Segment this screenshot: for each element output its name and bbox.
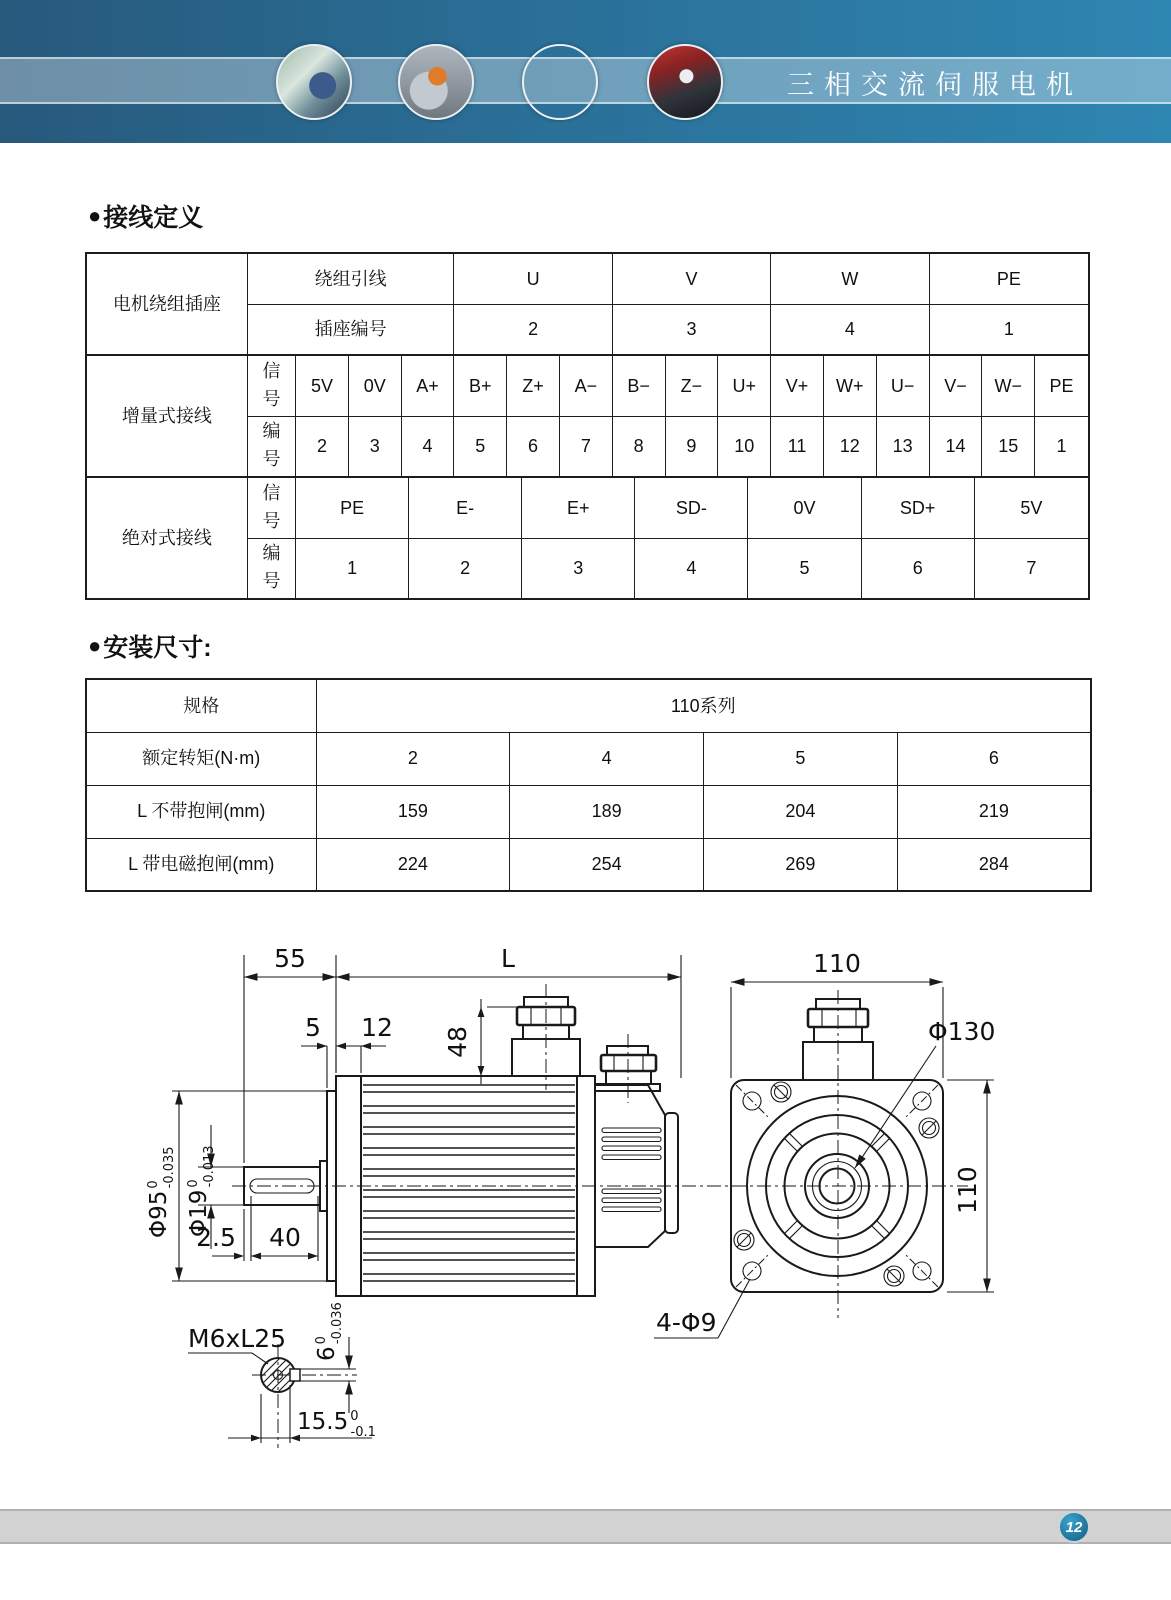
abs-num: 5 bbox=[748, 538, 861, 599]
page-header bbox=[0, 0, 1171, 143]
abs-num: 6 bbox=[861, 538, 974, 599]
length-value: 219 bbox=[897, 785, 1091, 838]
footer-bar bbox=[0, 1509, 1171, 1544]
inc-num: 1 bbox=[1035, 416, 1089, 477]
abs-signal: SD- bbox=[635, 477, 748, 538]
inc-signal: W+ bbox=[823, 355, 876, 416]
dim-L: L bbox=[501, 944, 515, 973]
inc-signal: U− bbox=[876, 355, 929, 416]
inc-num: 4 bbox=[401, 416, 454, 477]
plug-num: 4 bbox=[771, 304, 929, 355]
plug-lead: PE bbox=[929, 253, 1089, 304]
inc-signal: B− bbox=[612, 355, 665, 416]
key-width: $6^0-0.036$ bbox=[314, 1302, 345, 1361]
section-title-mounting-text: 安装尺寸: bbox=[103, 634, 212, 662]
row-label-incremental: 增量式接线 bbox=[86, 355, 247, 477]
length-value: 204 bbox=[704, 785, 898, 838]
dia-95: $\Phi 95^0-0.035$ bbox=[146, 1146, 177, 1238]
inc-signal: PE bbox=[1035, 355, 1089, 416]
abs-num: 1 bbox=[296, 538, 409, 599]
inc-signal: 0V bbox=[348, 355, 401, 416]
header-photo-workshop bbox=[276, 44, 352, 120]
plug-num: 3 bbox=[612, 304, 770, 355]
row-label-length-nobrake: L 不带抱闸(mm) bbox=[86, 785, 316, 838]
encoder-connector-side bbox=[595, 1034, 660, 1103]
inc-num: 5 bbox=[454, 416, 507, 477]
dim-55: 55 bbox=[274, 944, 306, 973]
length-value: 224 bbox=[316, 838, 510, 891]
inc-num: 8 bbox=[612, 416, 665, 477]
plug-lead: W bbox=[771, 253, 929, 304]
length-value: 284 bbox=[897, 838, 1091, 891]
length-value: 189 bbox=[510, 785, 704, 838]
torque-value: 5 bbox=[704, 732, 898, 785]
row-label-length-brake: L 带电磁抱闸(mm) bbox=[86, 838, 316, 891]
abs-signal: 5V bbox=[974, 477, 1089, 538]
torque-value: 2 bbox=[316, 732, 510, 785]
row-label-absolute: 绝对式接线 bbox=[86, 477, 247, 599]
plug-num: 1 bbox=[929, 304, 1089, 355]
inc-num: 13 bbox=[876, 416, 929, 477]
plug-num-label: 插座编号 bbox=[247, 304, 454, 355]
abs-num: 3 bbox=[522, 538, 635, 599]
inc-signal: Z+ bbox=[507, 355, 560, 416]
series-header: 110系列 bbox=[316, 679, 1091, 732]
inc-num: 9 bbox=[665, 416, 718, 477]
front-view-dimensions bbox=[654, 949, 995, 1338]
bullet-icon: ● bbox=[88, 633, 102, 658]
abs-signal: E+ bbox=[522, 477, 635, 538]
section-title-wiring bbox=[88, 198, 203, 234]
inc-signal: A− bbox=[559, 355, 612, 416]
header-photo-robot-arm bbox=[398, 44, 474, 120]
section-title-mounting bbox=[88, 628, 212, 664]
spec-header: 规格 bbox=[86, 679, 316, 732]
inc-num: 10 bbox=[718, 416, 771, 477]
row-label-torque: 额定转矩(N·m) bbox=[86, 732, 316, 785]
row-label-plug: 电机绕组插座 bbox=[86, 253, 247, 355]
page-title: 三相交流伺服电机 bbox=[787, 70, 1083, 100]
plug-num: 2 bbox=[454, 304, 612, 355]
abs-num: 7 bbox=[974, 538, 1089, 599]
inc-num: 6 bbox=[507, 416, 560, 477]
inc-signal: B+ bbox=[454, 355, 507, 416]
plug-lead: V bbox=[612, 253, 770, 304]
dim-110-top: 110 bbox=[813, 949, 861, 978]
page-number-badge: 12 bbox=[1058, 1511, 1090, 1543]
inc-signal: 5V bbox=[296, 355, 349, 416]
abs-signal: PE bbox=[296, 477, 409, 538]
header-photo-cutter bbox=[647, 44, 723, 120]
abs-signal: E- bbox=[409, 477, 522, 538]
motor-dimension-drawing bbox=[0, 920, 1171, 1480]
dim-110-right: 110 bbox=[953, 1166, 982, 1214]
inc-signal: V− bbox=[929, 355, 982, 416]
section-title-wiring-text: 接线定义 bbox=[103, 204, 204, 232]
dim-12: 12 bbox=[361, 1013, 393, 1042]
inc-signal: U+ bbox=[718, 355, 771, 416]
abs-signal: 0V bbox=[748, 477, 861, 538]
thread-label: M6xL25 bbox=[188, 1324, 287, 1353]
signal-label: 信号 bbox=[247, 355, 295, 416]
holes-label: 4-Φ9 bbox=[656, 1308, 717, 1337]
inc-num: 7 bbox=[559, 416, 612, 477]
inc-num: 12 bbox=[823, 416, 876, 477]
header-photo-cnc bbox=[522, 44, 598, 120]
num-label: 编号 bbox=[247, 416, 295, 477]
inc-num: 3 bbox=[348, 416, 401, 477]
power-connector-side bbox=[512, 984, 580, 1090]
shaft-end-view bbox=[188, 1302, 376, 1448]
mounting-dimensions-table bbox=[85, 678, 1092, 892]
length-value: 269 bbox=[704, 838, 898, 891]
plug-lead-label: 绕组引线 bbox=[247, 253, 454, 304]
cooling-fins bbox=[363, 1085, 575, 1281]
inc-signal: V+ bbox=[771, 355, 824, 416]
inc-signal: W− bbox=[982, 355, 1035, 416]
dim-40: 40 bbox=[269, 1223, 301, 1252]
bullet-icon: ● bbox=[88, 203, 102, 228]
front-view bbox=[731, 990, 943, 1318]
dim-48: 48 bbox=[443, 1026, 472, 1058]
num-label: 编号 bbox=[247, 538, 295, 599]
length-value: 254 bbox=[510, 838, 704, 891]
plug-lead: U bbox=[454, 253, 612, 304]
dia-19: $\Phi 19^0-0.013$ bbox=[186, 1145, 217, 1237]
inc-signal: A+ bbox=[401, 355, 454, 416]
abs-num: 2 bbox=[409, 538, 522, 599]
inc-signal: Z− bbox=[665, 355, 718, 416]
dim-5: 5 bbox=[305, 1013, 321, 1042]
abs-signal: SD+ bbox=[861, 477, 974, 538]
abs-num: 4 bbox=[635, 538, 748, 599]
key-length: 15.5 $^0$ -0.1 bbox=[297, 1409, 376, 1440]
vent-slots bbox=[602, 1128, 661, 1212]
dim-2-5: 2.5 bbox=[196, 1223, 236, 1252]
inc-num: 14 bbox=[929, 416, 982, 477]
torque-value: 6 bbox=[897, 732, 1091, 785]
length-value: 159 bbox=[316, 785, 510, 838]
inc-num: 15 bbox=[982, 416, 1035, 477]
dia-130-label: Φ130 bbox=[928, 1017, 996, 1046]
inc-num: 2 bbox=[296, 416, 349, 477]
signal-label: 信号 bbox=[247, 477, 295, 538]
torque-value: 4 bbox=[510, 732, 704, 785]
wiring-definition-table bbox=[85, 252, 1090, 600]
inc-num: 11 bbox=[771, 416, 824, 477]
